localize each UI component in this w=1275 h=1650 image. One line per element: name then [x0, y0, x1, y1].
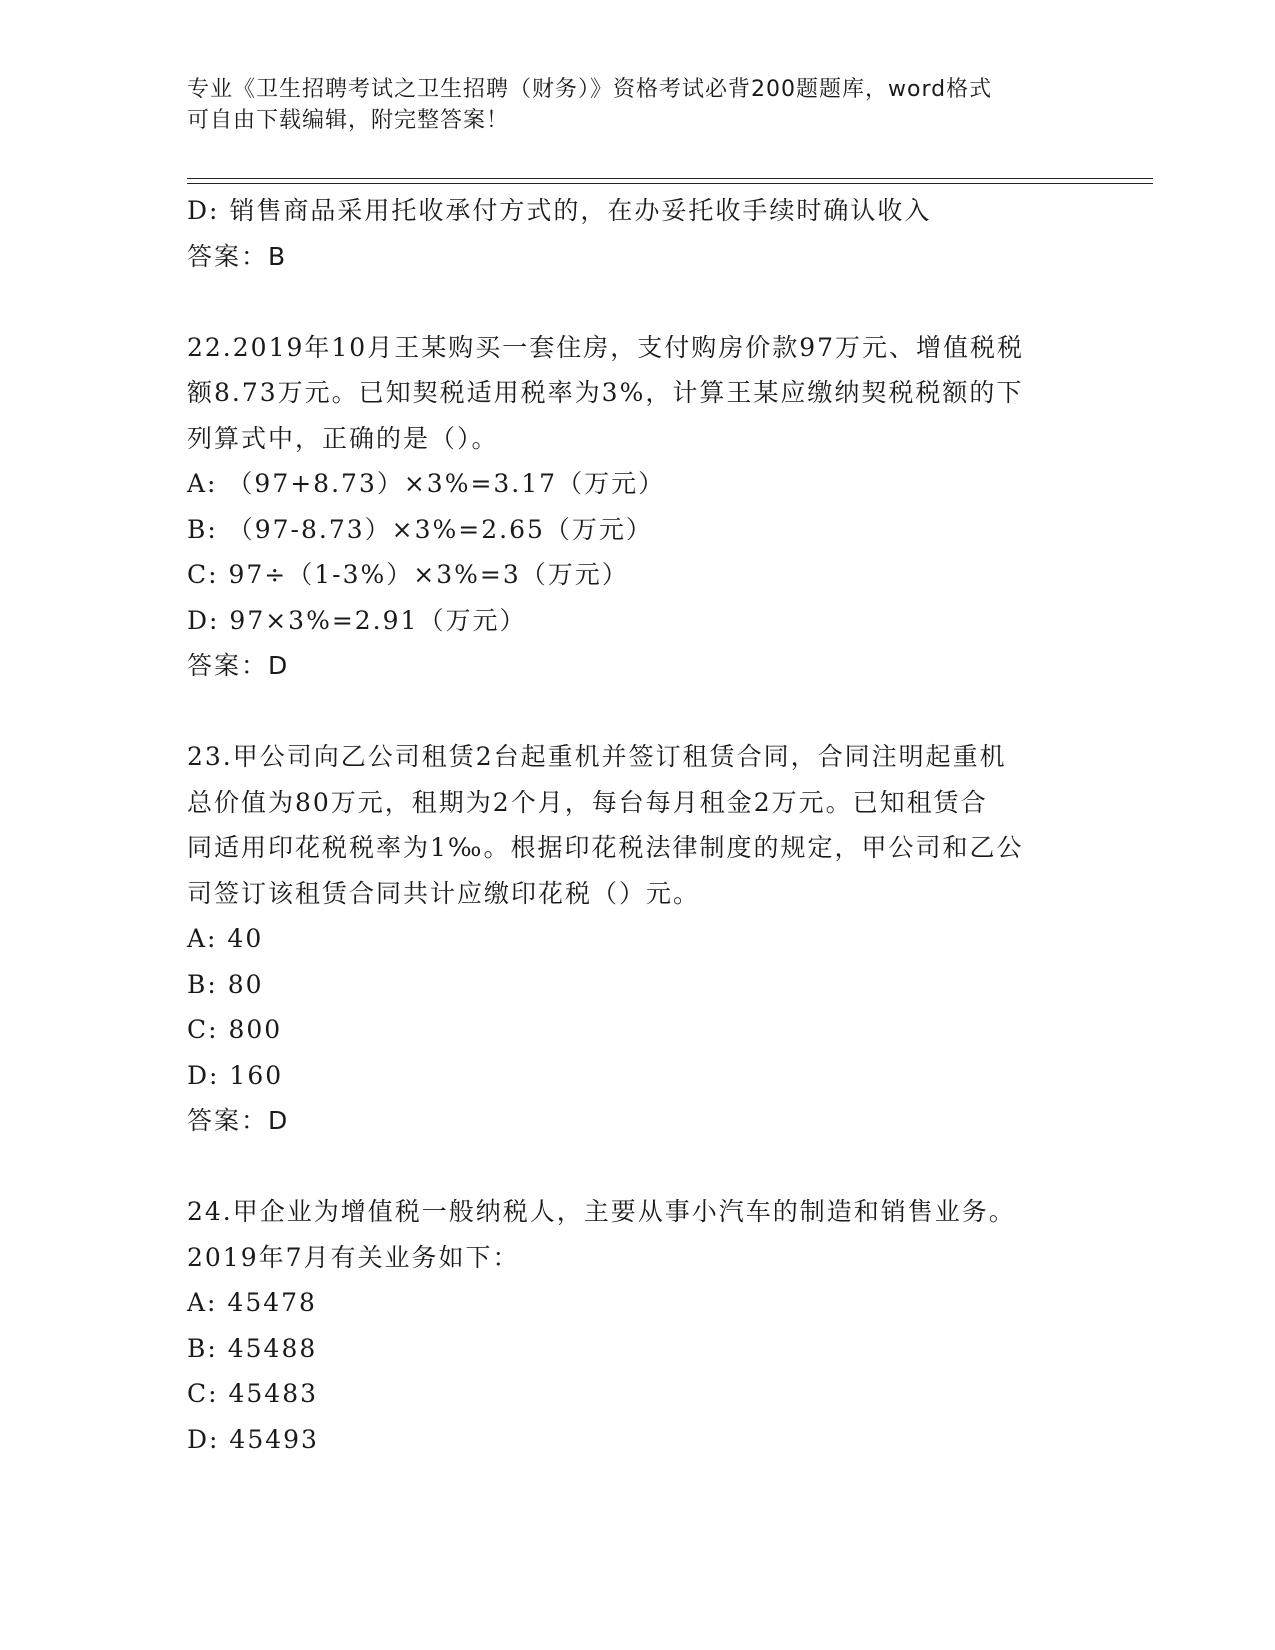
q24-option-a: A: 45478 [187, 1288, 317, 1317]
q22-option-a: A: （97+8.73）×3%=3.17（万元） [187, 469, 666, 498]
q21-answer: 答案：B [187, 241, 288, 271]
q22-stem-line-2: 额8.73万元。已知契税适用税率为3%，计算王某应缴纳契税税额的下 [187, 378, 1024, 407]
q22-stem-line-3: 列算式中，正确的是（）。 [187, 423, 499, 453]
header-divider-top [187, 178, 1153, 179]
q22-option-b: B: （97-8.73）×3%=2.65（万元） [187, 514, 653, 544]
q23-answer: 答案：D [187, 1106, 290, 1135]
q24-option-d: D: 45493 [187, 1424, 319, 1454]
q23-stem-line-3: 同适用印花税税率为1‰。根据印花税法律制度的规定，甲公司和乙公 [187, 833, 1024, 862]
q24-option-b: B: 45488 [187, 1333, 318, 1363]
spacer [187, 1144, 1107, 1190]
q23-option-d: D: 160 [187, 1060, 284, 1090]
q23-stem-line-4: 司签订该租赁合同共计应缴印花税（）元。 [187, 878, 701, 908]
q22-option-c: C: 97÷（1-3%）×3%=3（万元） [187, 560, 629, 589]
q23-stem-line-1: 23.甲公司向乙公司租赁2台起重机并签订租赁合同，合同注明起重机 [187, 742, 1007, 771]
question-21-tail [187, 188, 1107, 279]
q23-stem-line-2: 总价值为80万元，租期为2个月，每台每月租金2万元。已知租赁合 [187, 787, 988, 817]
spacer [187, 279, 1107, 325]
q22-answer: 答案：D [187, 651, 290, 680]
q23-option-c: C: 800 [187, 1015, 283, 1044]
question-24 [187, 1189, 1107, 1462]
q23-option-a: A: 40 [187, 924, 264, 953]
q22-option-d: D: 97×3%=2.91（万元） [187, 605, 527, 635]
q21-option-d: D: 销售商品采用托收承付方式的，在办妥托收手续时确认收入 [187, 196, 932, 225]
header-divider-bottom [187, 183, 1153, 184]
q24-stem-line-1: 24.甲企业为增值税一般纳税人，主要从事小汽车的制造和销售业务。 [187, 1197, 1016, 1226]
question-23 [187, 734, 1107, 1144]
header-line-1: 专业《卫生招聘考试之卫生招聘（财务）》资格考试必背200题题库，word格式 [187, 77, 993, 102]
question-22 [187, 325, 1107, 689]
q24-stem-line-2: 2019年7月有关业务如下： [187, 1242, 520, 1272]
spacer [187, 689, 1107, 735]
q22-stem-line-1: 22.2019年10月王某购买一套住房，支付购房价款97万元、增值税税 [187, 332, 1025, 362]
header-line-2: 可自由下载编辑，附完整答案！ [187, 108, 510, 133]
q24-option-c: C: 45483 [187, 1379, 319, 1408]
question-content [187, 188, 1107, 1462]
document-header [187, 74, 1067, 136]
q23-option-b: B: 80 [187, 969, 264, 999]
